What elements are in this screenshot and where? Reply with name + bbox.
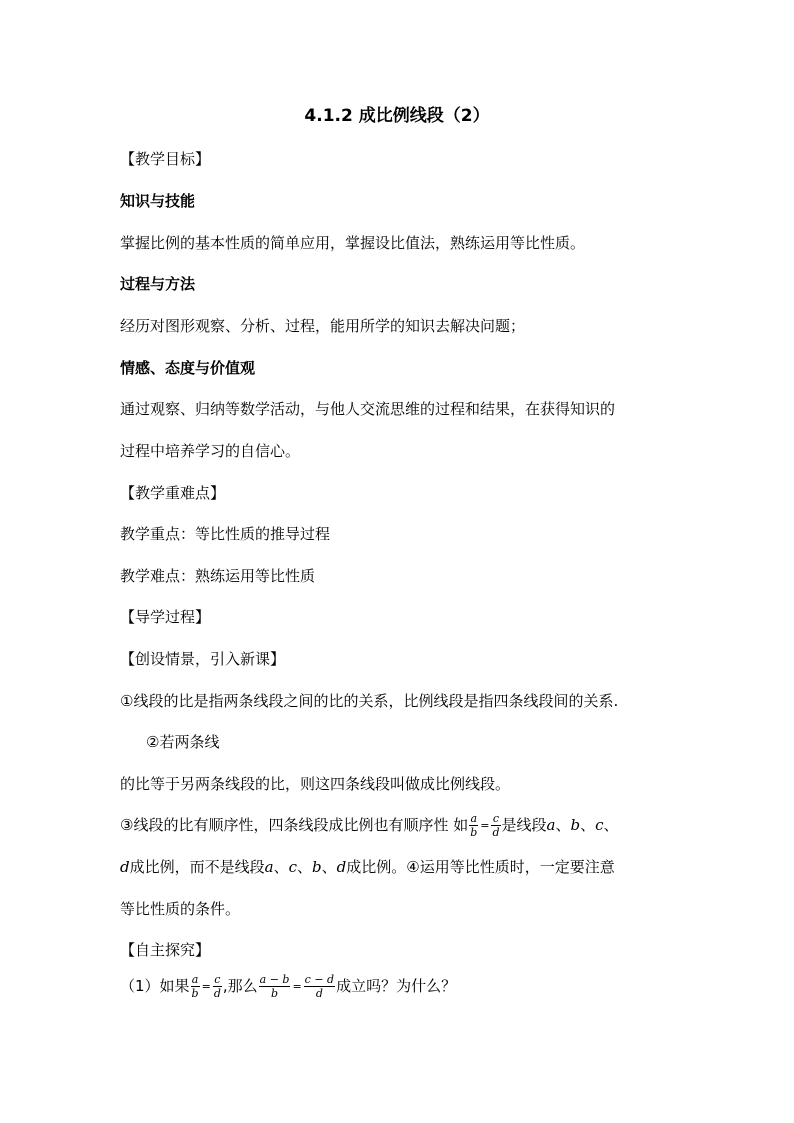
fraction-a-over-b	[469, 812, 478, 839]
var-a: a	[264, 858, 274, 876]
guide-header: 【导学过程】	[120, 608, 211, 626]
fraction-c-over-d	[213, 973, 222, 1000]
denominator: d	[315, 987, 323, 1000]
q1-suffix: 成立吗？为什么？	[336, 977, 457, 995]
var-d: d	[336, 858, 347, 876]
var-c: c	[595, 816, 604, 834]
var-d: d	[120, 858, 130, 876]
fraction-a-minus-b-over-b	[259, 973, 291, 1000]
q1-prefix: （1）如果	[120, 977, 190, 995]
item-2-start: ②若两条线	[146, 733, 220, 751]
item-3-line-3: 等比性质的条件。	[120, 900, 241, 918]
equals-sign: =	[201, 979, 211, 993]
fraction-c-minus-d-over-d	[304, 973, 335, 1000]
numerator: c	[492, 812, 500, 825]
knowledge-header: 知识与技能	[120, 192, 196, 210]
numerator: c	[214, 973, 221, 986]
emotion-text-2: 过程中培养学习的自信心。	[120, 442, 301, 460]
item-3-prefix: ③线段的比有顺序性，四条线段成比例也有顺序性 如	[120, 816, 469, 834]
process-header: 过程与方法	[120, 275, 196, 293]
equals-sign: =	[480, 818, 490, 832]
item-3-line-1	[120, 810, 720, 841]
intro-header: 【创设情景，引入新课】	[120, 650, 286, 668]
emotion-text-1: 通过观察、归纳等数学活动，与他人交流思维的过程和结果，在获得知识的	[120, 400, 616, 418]
question-1	[120, 971, 720, 1002]
item-3-line-2	[120, 856, 720, 878]
item-3-suffix: 是线段	[501, 816, 547, 834]
item-2-end: 的比等于另两条线段的比，则这四条线段叫做成比例线段。	[120, 775, 511, 793]
key-point: 教学重点：等比性质的推导过程	[120, 525, 331, 543]
item-3-mid-2: 成比例。④运用等比性质时，一定要注意	[346, 858, 615, 876]
key-difficulty-header: 【教学重难点】	[120, 484, 226, 502]
numerator: a	[470, 812, 478, 825]
var-b: b	[570, 816, 581, 834]
page-title: 4.1.2 成比例线段（2）	[304, 106, 490, 126]
numerator: a	[191, 973, 199, 986]
objectives-header: 【教学目标】	[120, 150, 211, 168]
knowledge-text: 掌握比例的基本性质的简单应用，掌握设比值法，熟练运用等比性质。	[120, 234, 586, 252]
separator: 、	[321, 858, 337, 876]
var-a: a	[546, 816, 556, 834]
difficult-point: 教学难点：熟练运用等比性质	[120, 567, 316, 585]
denominator: b	[271, 987, 279, 1000]
numerator: c − d	[304, 973, 335, 986]
denominator: d	[213, 987, 221, 1000]
item-3-mid-1: 成比例，而不是线段	[129, 858, 265, 876]
q1-mid: ,那么	[222, 977, 258, 995]
denominator: b	[470, 826, 478, 839]
fraction-a-over-b	[191, 973, 200, 1000]
separator: 、	[555, 816, 571, 834]
explore-header: 【自主探究】	[120, 941, 211, 959]
denominator: d	[492, 826, 500, 839]
separator: 、	[603, 816, 619, 834]
equals-sign: =	[292, 979, 302, 993]
fraction-c-over-d	[491, 812, 500, 839]
numerator: a − b	[259, 973, 290, 986]
var-c: c	[288, 858, 297, 876]
separator: 、	[273, 858, 289, 876]
denominator: b	[191, 987, 199, 1000]
emotion-header: 情感、态度与价值观	[120, 359, 256, 377]
process-text: 经历对图形观察、分析、过程，能用所学的知识去解决问题；	[120, 317, 526, 335]
item-1: ①线段的比是指两条线段之间的比的关系，比例线段是指四条线段间的关系.	[120, 692, 619, 710]
var-b: b	[312, 858, 322, 876]
separator: 、	[297, 858, 313, 876]
separator: 、	[580, 816, 596, 834]
